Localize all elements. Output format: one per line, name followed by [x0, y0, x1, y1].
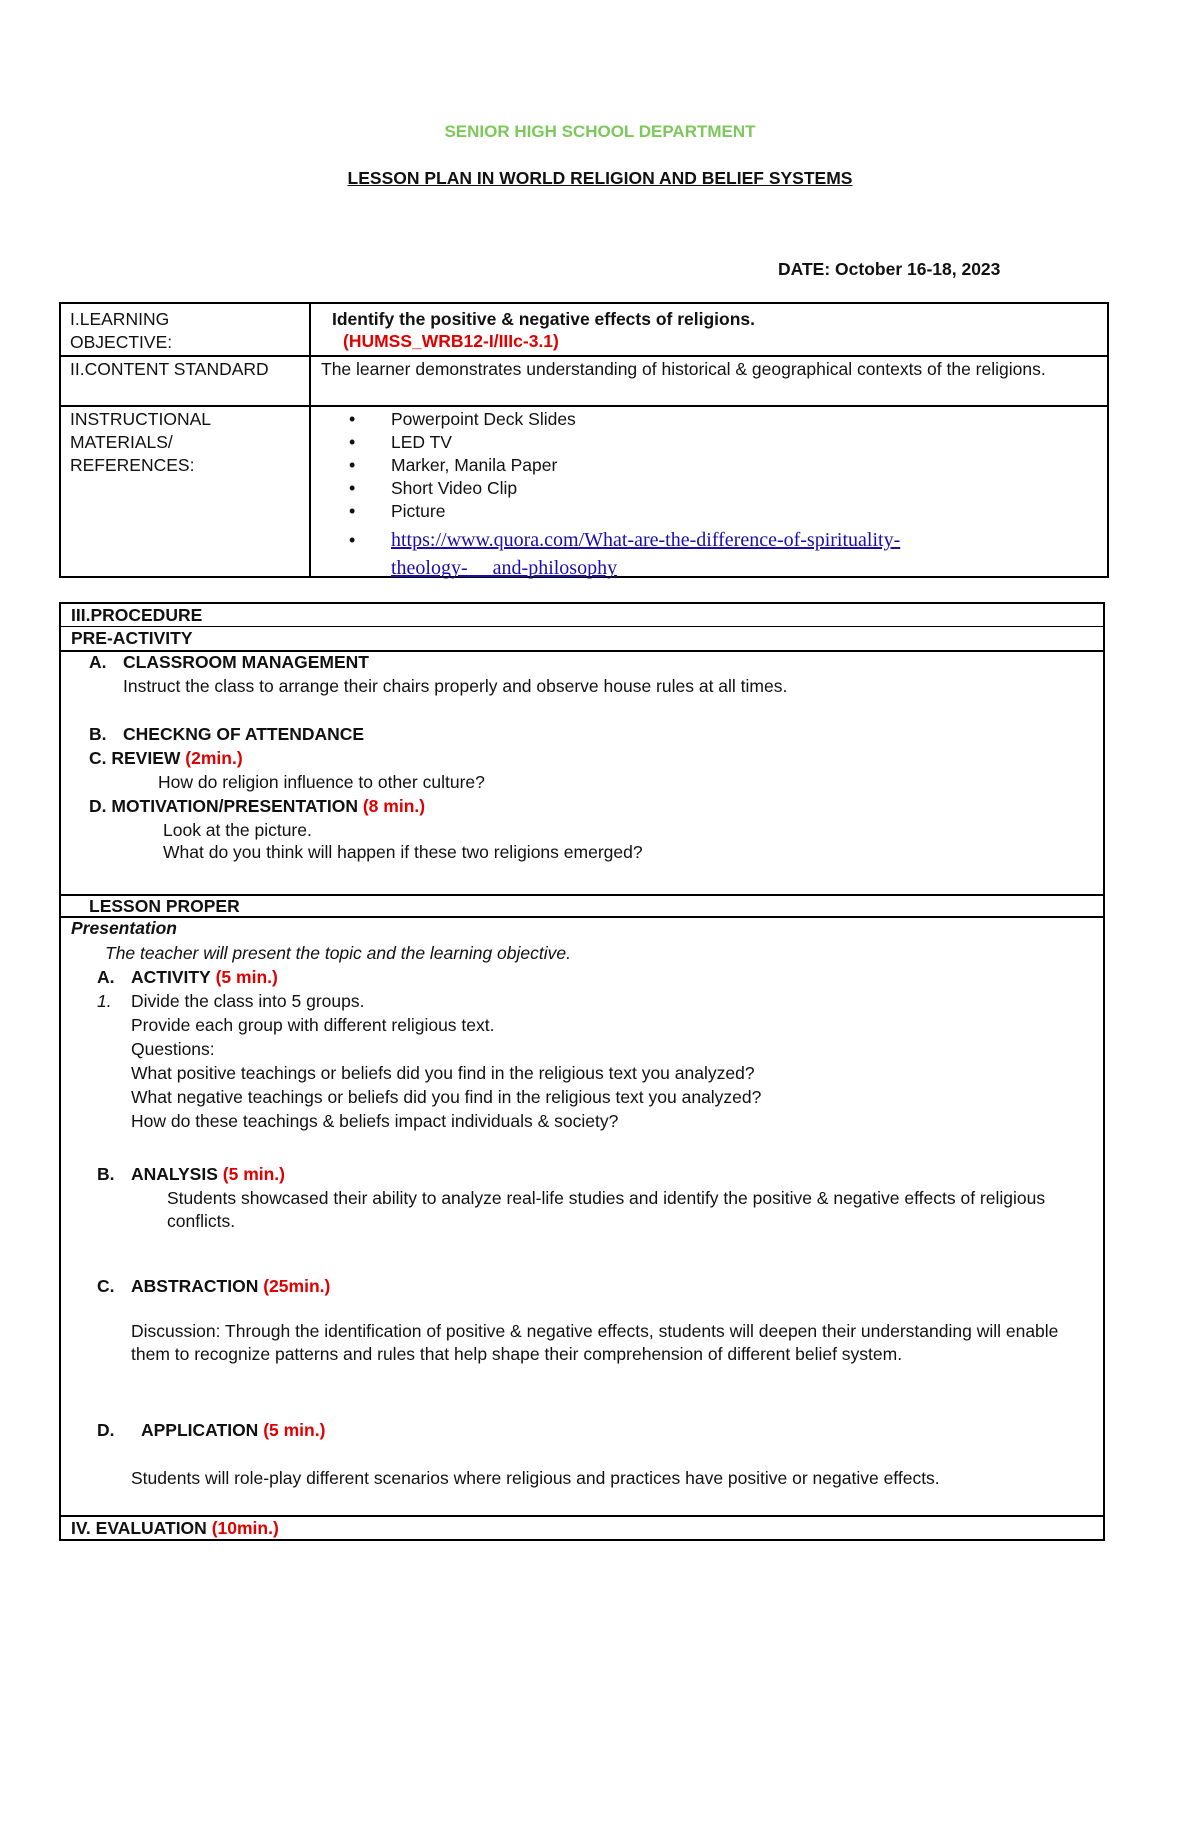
- abstraction-heading: ABSTRACTION (25min.): [131, 1276, 331, 1296]
- procedure-heading: III.PROCEDURE: [71, 605, 203, 625]
- presentation-heading: Presentation: [71, 918, 177, 938]
- department-heading: SENIOR HIGH SCHOOL DEPARTMENT: [444, 122, 756, 141]
- content-standard-text: The learner demonstrates understanding of historical & geographical contexts of the religions.: [321, 359, 1046, 379]
- activity-line: What positive teachings or beliefs did you find in the religious text you analyzed?: [131, 1063, 755, 1083]
- attendance-label: B.: [89, 724, 107, 744]
- activity-line: Provide each group with different religious text.: [131, 1015, 495, 1035]
- review-heading: C. REVIEW (2min.): [89, 748, 243, 768]
- motivation-question: What do you think will happen if these two religions emerged?: [163, 842, 643, 862]
- analysis-label: B.: [97, 1164, 115, 1184]
- list-item: • Marker, Manila Paper: [349, 454, 900, 477]
- activity-line: Questions:: [131, 1039, 215, 1059]
- presentation-text: The teacher will present the topic and the learning objective.: [105, 943, 571, 963]
- classroom-management-title: CLASSROOM MANAGEMENT: [123, 652, 369, 672]
- abstraction-text: Discussion: Through the identification of positive & negative effects, students will deepen their understanding will enable them to recognize patterns and rules that help shape their comprehension of different belief system.: [131, 1321, 1059, 1364]
- application-label: D.: [97, 1420, 115, 1440]
- application-text: Students will role-play different scenarios where religious and practices have positive or negative effects.: [131, 1468, 940, 1488]
- row-divider: [61, 626, 1103, 627]
- lesson-proper-heading: LESSON PROPER: [89, 896, 240, 916]
- lesson-date: DATE: October 16-18, 2023: [778, 259, 1001, 279]
- list-item: [349, 526, 900, 582]
- analysis-heading: ANALYSIS (5 min.): [131, 1164, 285, 1184]
- activity-line: Divide the class into 5 groups.: [131, 991, 365, 1011]
- activity-line: What negative teachings or beliefs did you find in the religious text you analyzed?: [131, 1087, 762, 1107]
- activity-line: How do these teachings & beliefs impact individuals & society?: [131, 1111, 619, 1131]
- row-divider: [61, 355, 1107, 357]
- abstraction-label: C.: [97, 1276, 115, 1296]
- classroom-management-label: A.: [89, 652, 107, 672]
- learning-objective-label: I.LEARNING OBJECTIVE:: [70, 309, 173, 352]
- content-standard-label: II.CONTENT STANDARD: [70, 359, 269, 379]
- list-item: • Picture: [349, 500, 900, 523]
- lesson-info-table: [59, 302, 1109, 578]
- attendance-title: CHECKNG OF ATTENDANCE: [123, 724, 365, 744]
- classroom-management-text: Instruct the class to arrange their chairs properly and observe house rules at all times.: [123, 676, 788, 696]
- learning-competency-code: (HUMSS_WRB12-I/IIIc-3.1): [343, 331, 559, 351]
- activity-number: 1.: [97, 991, 112, 1011]
- document-title: LESSON PLAN IN WORLD RELIGION AND BELIEF SYSTEMS: [347, 168, 853, 188]
- column-divider: [309, 304, 311, 576]
- row-divider: [61, 405, 1107, 407]
- activity-label: A.: [97, 967, 115, 987]
- evaluation-heading: IV. EVALUATION (10min.): [71, 1518, 279, 1538]
- motivation-text: Look at the picture.: [163, 820, 312, 840]
- pre-activity-heading: PRE-ACTIVITY: [71, 628, 193, 648]
- instructional-materials-label: INSTRUCTIONAL MATERIALS/ REFERENCES:: [70, 409, 211, 475]
- learning-objective-text: Identify the positive & negative effects of religions.: [332, 309, 755, 329]
- materials-list: [349, 408, 900, 582]
- list-item: • Powerpoint Deck Slides: [349, 408, 900, 431]
- review-text: How do religion influence to other culture?: [158, 772, 485, 792]
- motivation-heading: D. MOTIVATION/PRESENTATION (8 min.): [89, 796, 426, 816]
- list-item: • Short Video Clip: [349, 477, 900, 500]
- procedure-table: [59, 602, 1105, 1541]
- activity-heading: ACTIVITY (5 min.): [131, 967, 278, 987]
- reference-link[interactable]: https://www.quora.com/What-are-the-difference-of-spirituality- theology- and-philosophy: [391, 529, 901, 579]
- application-heading: APPLICATION (5 min.): [141, 1420, 326, 1440]
- list-item: • LED TV: [349, 431, 900, 454]
- analysis-text: Students showcased their ability to analyze real-life studies and identify the positive & negative effects of religious conflicts.: [167, 1188, 1046, 1231]
